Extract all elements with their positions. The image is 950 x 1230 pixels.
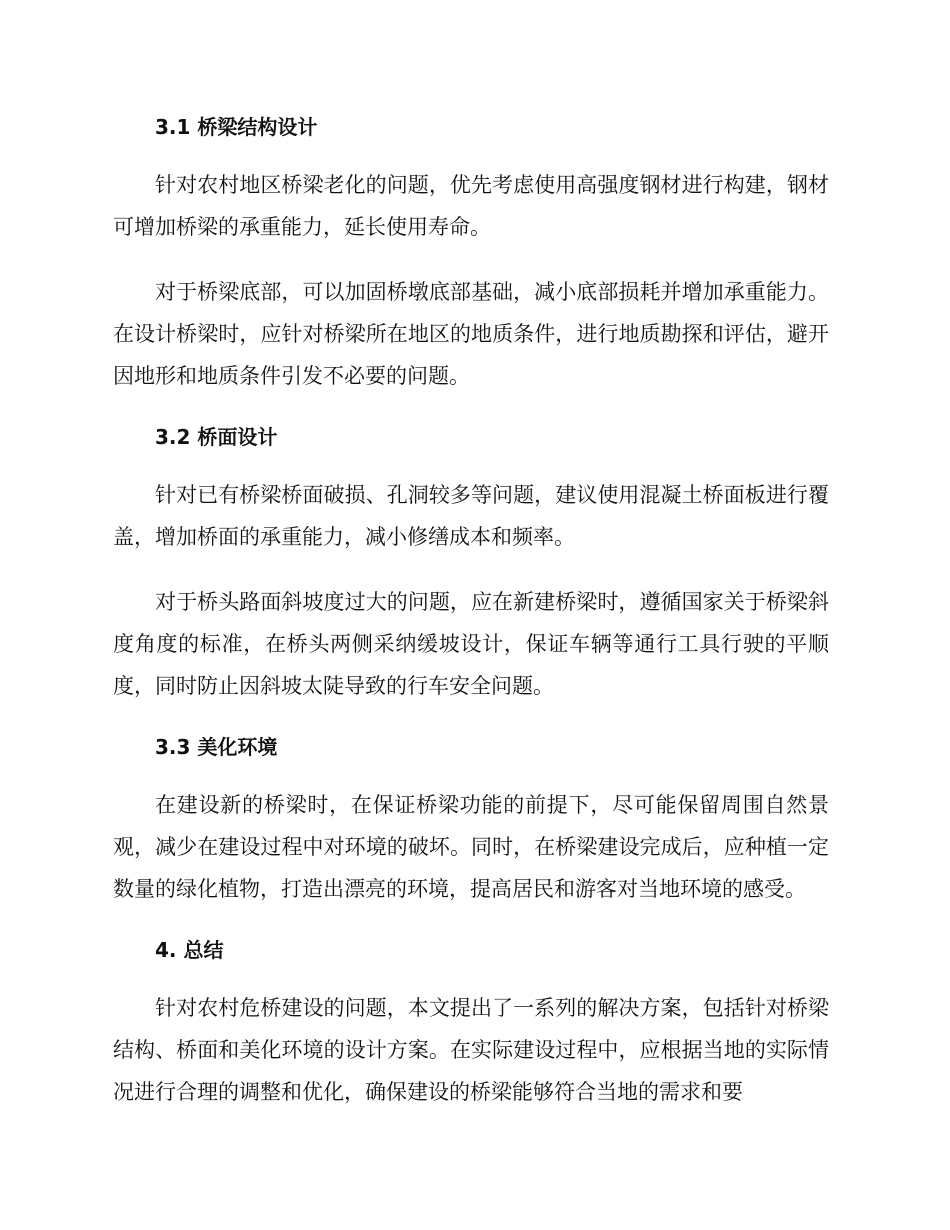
paragraph: 对于桥梁底部，可以加固桥墩底部基础，减小底部损耗并增加承重能力。在设计桥梁时，应针对桥梁所在地区的地质条件，进行地质勘探和评估，避开因地形和地质条件引发不必要的问题。 — [113, 280, 829, 388]
section-heading-4: 4. 总结 — [155, 938, 224, 962]
section-heading-3-2: 3.2 桥面设计 — [155, 425, 278, 449]
paragraph: 针对农村地区桥梁老化的问题，优先考虑使用高强度钢材进行构建，钢材可增加桥梁的承重能力，延长使用寿命。 — [113, 173, 829, 239]
section-heading-3-1: 3.1 桥梁结构设计 — [155, 115, 318, 139]
document-body — [113, 110, 829, 1136]
paragraph: 针对已有桥梁桥面破损、孔洞较多等问题，建议使用混凝土桥面板进行覆盖，增加桥面的承重能力，减小修缮成本和频率。 — [113, 483, 829, 549]
paragraph: 针对农村危桥建设的问题，本文提出了一系列的解决方案，包括针对桥梁结构、桥面和美化环境的设计方案。在实际建设过程中，应根据当地的实际情况进行合理的调整和优化，确保建设的桥梁能够符合当地的需求和要 — [113, 996, 829, 1104]
section-heading-3-3: 3.3 美化环境 — [155, 735, 278, 759]
paragraph: 在建设新的桥梁时，在保证桥梁功能的前提下，尽可能保留周围自然景观，减少在建设过程中对环境的破坏。同时，在桥梁建设完成后，应种植一定数量的绿化植物，打造出漂亮的环境，提高居民和游客对当地环境的感受。 — [113, 793, 829, 901]
paragraph: 对于桥头路面斜坡度过大的问题，应在新建桥梁时，遵循国家关于桥梁斜度角度的标准，在桥头两侧采纳缓坡设计，保证车辆等通行工具行驶的平顺度，同时防止因斜坡太陡导致的行车安全问题。 — [113, 590, 829, 698]
